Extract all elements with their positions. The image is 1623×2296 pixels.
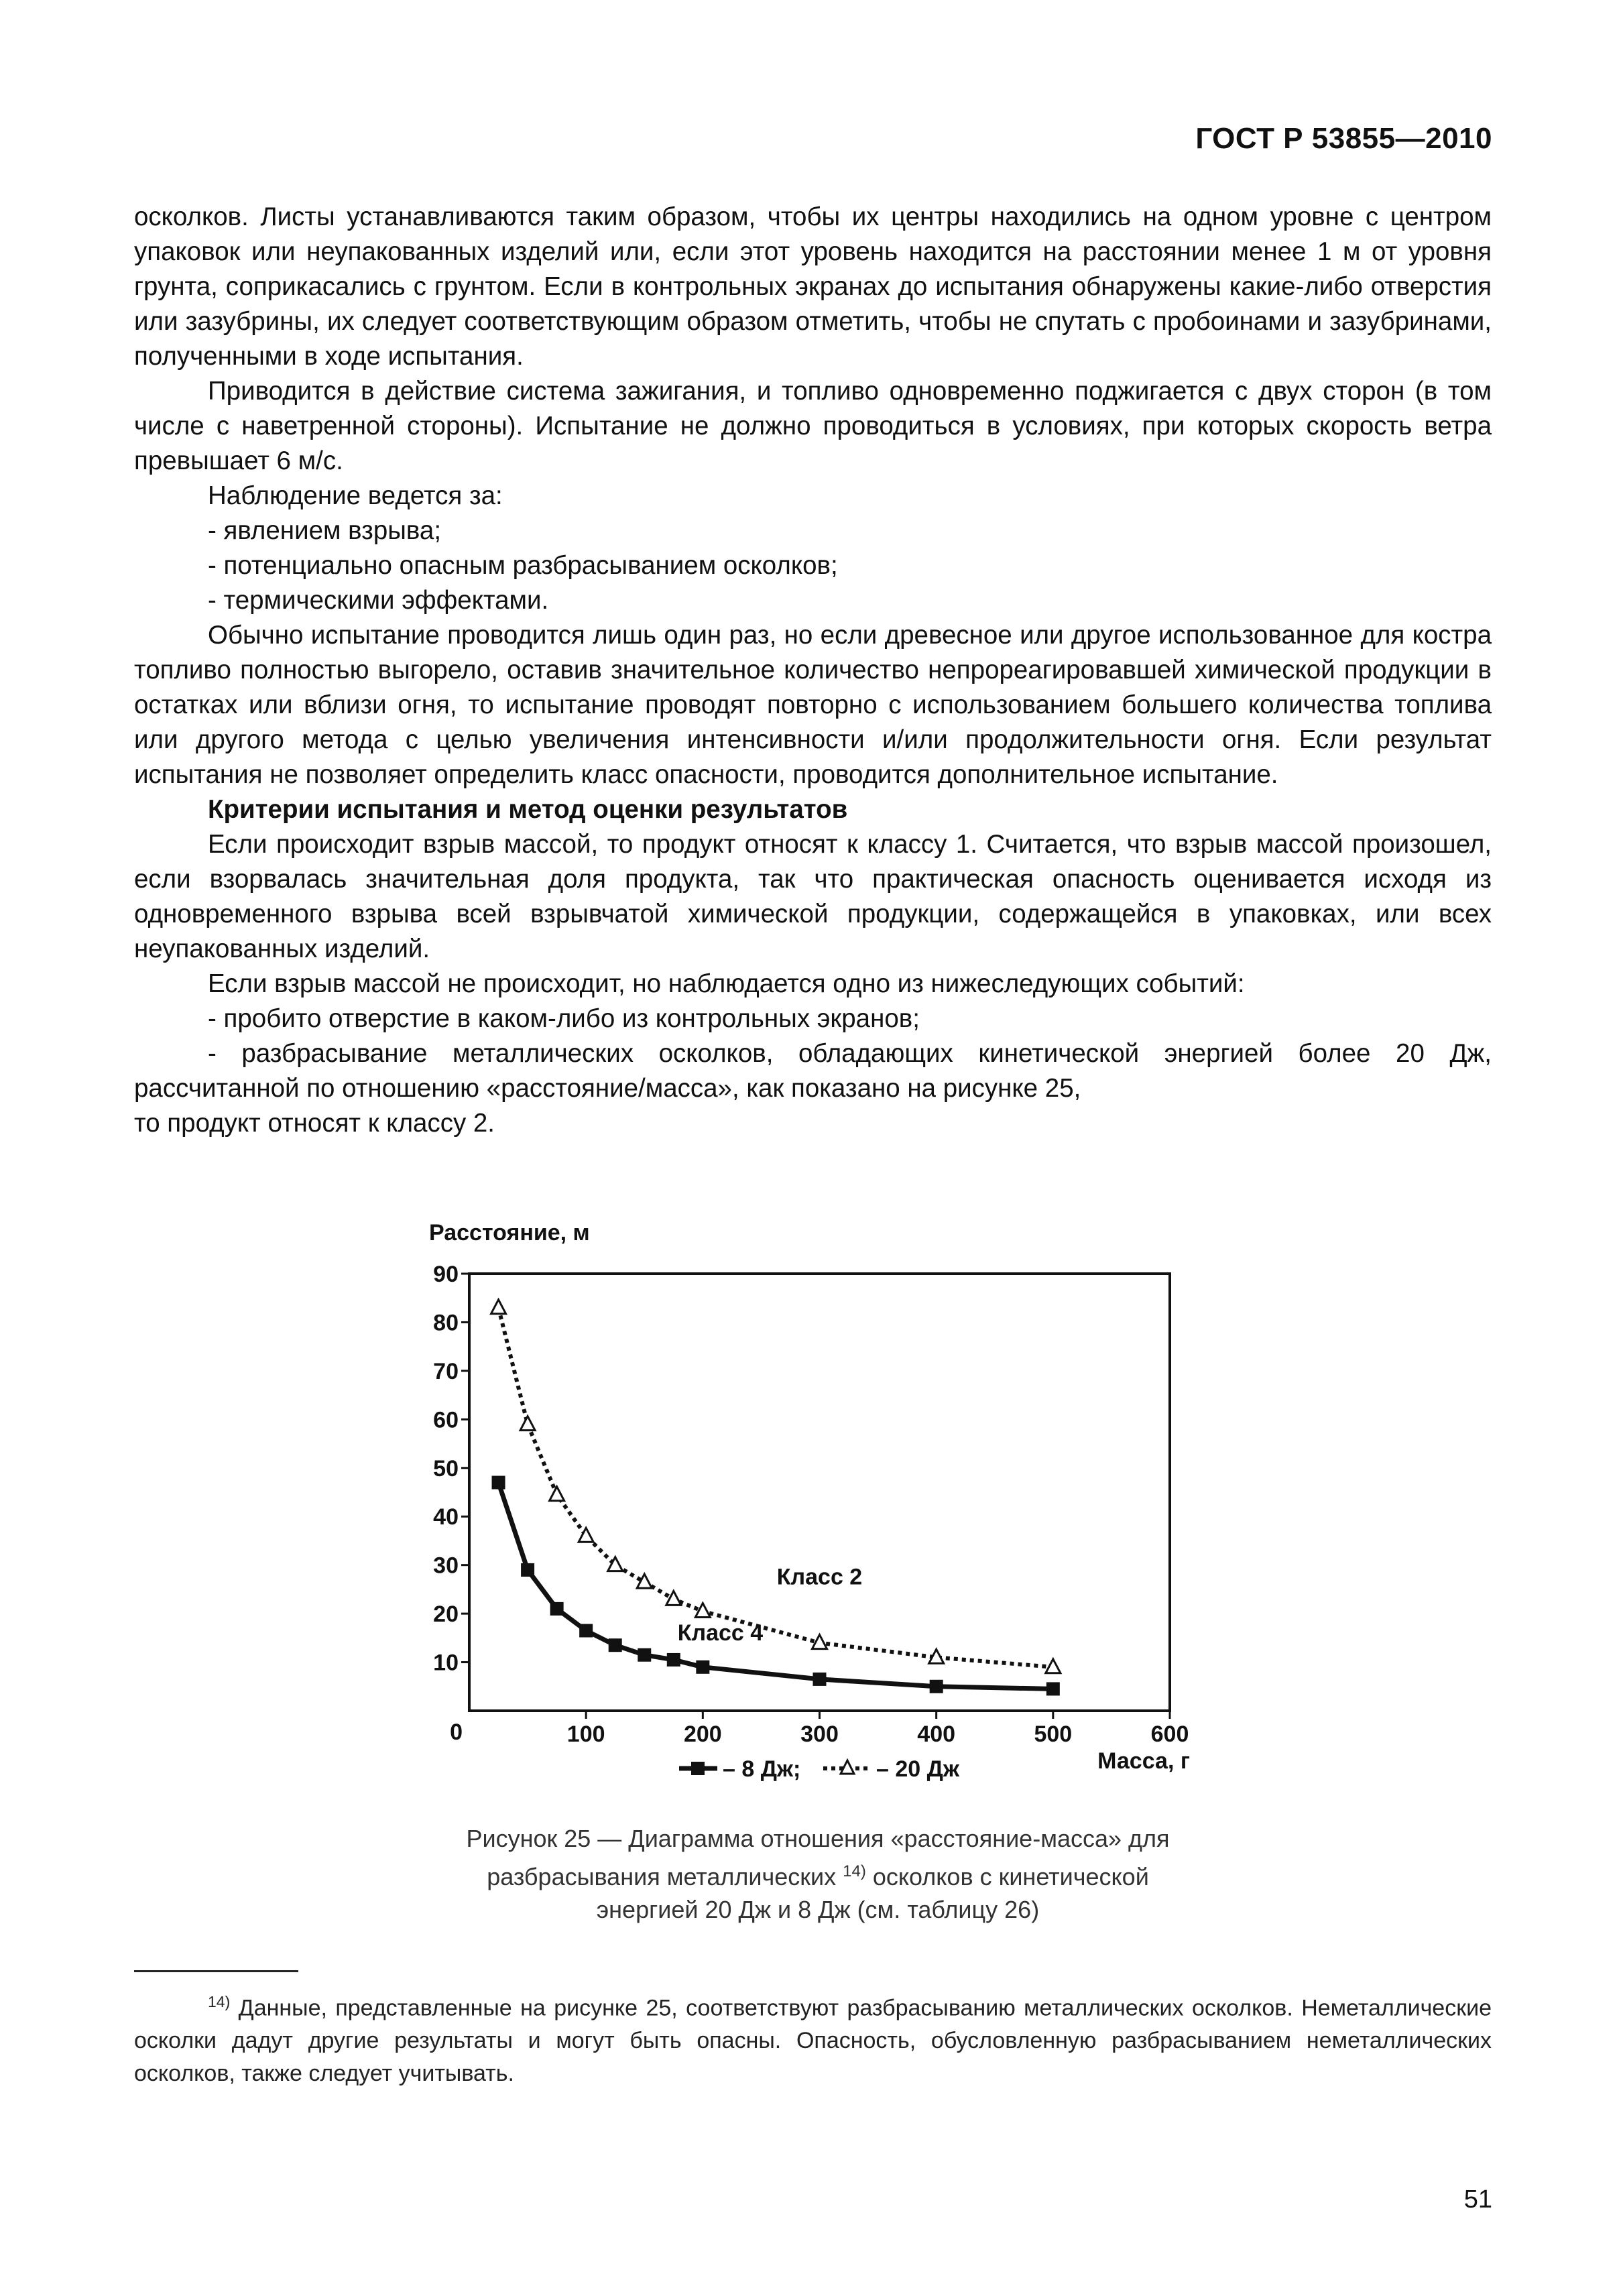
data-point — [579, 1528, 593, 1542]
data-point — [608, 1557, 623, 1571]
y-tick-label: 90 — [433, 1262, 459, 1287]
series-line-0 — [499, 1483, 1053, 1689]
chart-legend — [679, 1756, 960, 1782]
list-item: - разбрасывание металлических осколков, обладающих кинетической энергией более 20 Дж, рассчитанной по отношению «расстояние/масса», как показано на рисунке 25, — [134, 1039, 1492, 1103]
footnote-ref[interactable]: 14) — [843, 1862, 866, 1880]
data-point — [666, 1591, 681, 1605]
list-item: - потенциально опасным разбрасыванием осколков; — [208, 551, 838, 580]
data-point — [492, 1476, 505, 1490]
origin-label: 0 — [450, 1719, 463, 1745]
section-heading: Критерии испытания и метод оценки результатов — [208, 795, 848, 824]
caption-line: Рисунок 25 — Диаграмма отношения «расстояние-масса» для — [466, 1825, 1170, 1852]
document-header: ГОСТ Р 53855—2010 — [1195, 122, 1492, 155]
caption-line — [439, 1855, 1197, 1893]
legend-label-20j: – 20 Дж — [876, 1756, 959, 1782]
footnote-text: Данные, представленные на рисунке 25, соответствуют разбрасыванию металлических осколков. Неметаллические осколки дадут другие результаты и могут быть опасны. Опасность, обусловленную разбрасыванием неметаллических осколков, также следует учитывать. — [134, 1995, 1492, 2087]
y-tick-label: 50 — [433, 1455, 459, 1482]
y-tick-label: 20 — [433, 1602, 459, 1628]
paragraph: то продукт относят к классу 2. — [134, 1109, 495, 1138]
data-point — [696, 1660, 709, 1674]
footnote-divider — [134, 1970, 298, 1972]
page-number: 51 — [1463, 2185, 1492, 2214]
data-point — [550, 1602, 564, 1616]
y-tick-label: 30 — [433, 1553, 459, 1579]
y-tick-label: 80 — [433, 1310, 459, 1336]
body-text — [134, 200, 1492, 1141]
chart-svg — [402, 1220, 1274, 1797]
x-tick-label: 600 — [1150, 1721, 1189, 1747]
paragraph: Наблюдение ведется за: — [208, 481, 503, 510]
paragraph: Если взрыв массой не происходит, но наблюдается одно из нижеследующих событий: — [208, 969, 1245, 998]
data-point — [813, 1673, 827, 1686]
x-axis-label: Масса, г — [1097, 1748, 1190, 1774]
data-point — [491, 1300, 506, 1314]
chart-annotation: Класс 4 — [677, 1620, 764, 1646]
data-point — [667, 1653, 680, 1667]
data-point — [695, 1603, 710, 1617]
footnote-marker: 14) — [208, 1993, 231, 2010]
data-point — [638, 1648, 651, 1662]
paragraph: Приводится в действие система зажигания, и топливо одновременно поджигается с двух сторон (в том числе с наветренной стороны). Испытание не должно проводиться в условиях, при которых скорость ветра превышает 6 м/с. — [134, 377, 1492, 475]
x-tick-label: 100 — [566, 1721, 605, 1747]
data-point — [813, 1635, 827, 1649]
footnote — [134, 1986, 1492, 2090]
paragraph: Если происходит взрыв массой, то продукт относят к классу 1. Считается, что взрыв массой произошел, если взорвалась значительная доля продукта, так что практическая опасность оценивается исходя из одновременного взрыва всей взрывчатой химической продукции, содержащейся в упаковках, или всех неупакованных изделий. — [134, 830, 1492, 963]
y-tick-label: 10 — [433, 1650, 459, 1676]
list-item: - пробито отверстие в каком-либо из контрольных экранов; — [208, 1004, 920, 1033]
data-point — [930, 1680, 943, 1693]
data-point — [520, 1416, 535, 1431]
footnote-paragraph — [134, 1986, 1492, 2090]
data-point — [550, 1487, 564, 1501]
series-line-1 — [499, 1308, 1053, 1667]
chart-layer — [433, 1262, 1189, 1747]
y-tick-label: 40 — [433, 1504, 459, 1530]
y-tick-label: 70 — [433, 1358, 459, 1384]
distance-mass-chart — [402, 1220, 1274, 1797]
chart-annotation: Класс 2 — [776, 1564, 863, 1590]
caption-text: осколков с кинетической — [872, 1863, 1149, 1890]
data-point — [579, 1624, 593, 1637]
paragraph: Обычно испытание проводится лишь один раз, но если древесное или другое использованное для костра топливо полностью выгорело, оставив значительное количество непрореагировавшей химической продукции в остатках или вблизи огня, то испытание проводят повторно с использованием большего количества топлива или другого метода с целью увеличения интенсивности и/или продолжительности огня. Если результат испытания не позволяет определить класс опасности, проводится дополнительное испытание. — [134, 621, 1492, 789]
data-point — [609, 1638, 622, 1652]
x-tick-label: 200 — [683, 1721, 722, 1747]
list-item: - явлением взрыва; — [208, 516, 442, 545]
figure-caption — [439, 1822, 1197, 1926]
x-tick-label: 500 — [1034, 1721, 1073, 1747]
paragraph: осколков. Листы устанавливаются таким образом, чтобы их центры находились на одном уровне с центром упаковок или неупакованных изделий или, если этот уровень находится на расстоянии менее 1 м от уровня грунта, соприкасались с грунтом. Если в контрольных экранах до испытания обнаружены какие-либо отверстия или зазубрины, их следует соответствующим образом отметить, чтобы не спутать с пробоинами и зазубринами, полученными в ходе испытания. — [134, 202, 1492, 371]
data-point — [1046, 1682, 1060, 1695]
x-tick-label: 400 — [917, 1721, 956, 1747]
caption-line: энергией 20 Дж и 8 Дж (см. таблицу 26) — [596, 1896, 1040, 1923]
legend-label-8j: – 8 Дж; — [723, 1756, 801, 1782]
caption-text: разбрасывания металлических — [487, 1863, 837, 1890]
y-axis-label: Расстояние, м — [429, 1220, 590, 1246]
list-item: - термическими эффектами. — [208, 586, 549, 615]
data-point — [1046, 1659, 1061, 1673]
y-tick-label: 60 — [433, 1407, 459, 1433]
legend-marker-8j — [691, 1762, 705, 1775]
data-point — [521, 1563, 534, 1577]
x-tick-label: 300 — [800, 1721, 839, 1747]
